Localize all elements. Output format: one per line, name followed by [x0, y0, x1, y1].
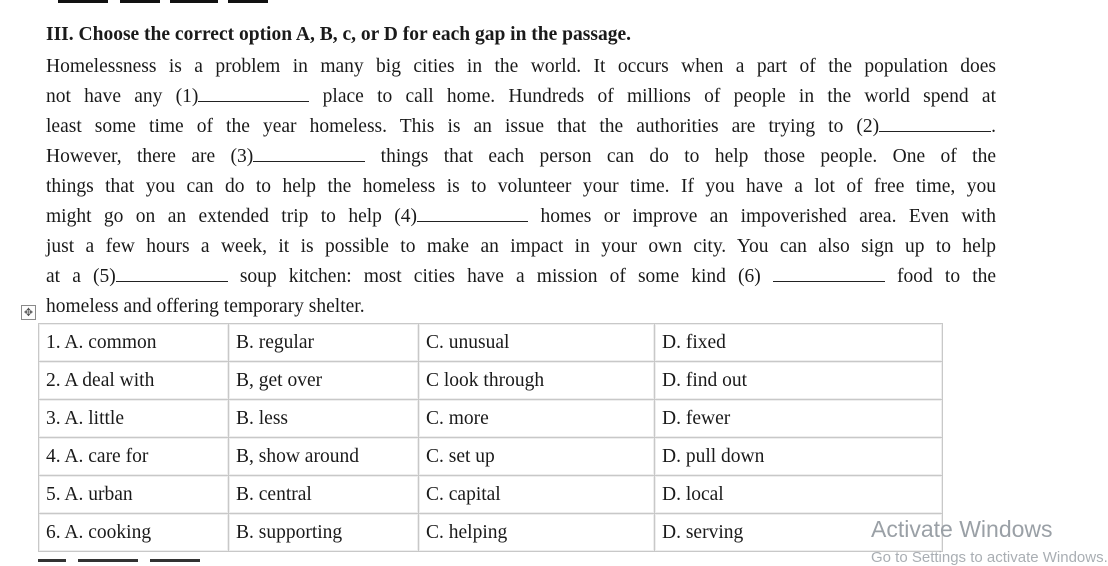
- answer-gap[interactable]: [417, 204, 528, 222]
- option-cell: B, get over: [229, 362, 419, 400]
- option-cell: D. fixed: [655, 324, 943, 362]
- option-cell: B. central: [229, 476, 419, 514]
- cropped-next-line: [38, 556, 238, 562]
- option-cell: C. capital: [419, 476, 655, 514]
- option-cell: 1. A. common: [39, 324, 229, 362]
- passage-line: [46, 292, 996, 322]
- cropped-previous-line: [0, 0, 1024, 6]
- answer-gap[interactable]: [879, 114, 991, 132]
- move-cross-icon[interactable]: ✥: [21, 305, 36, 320]
- options-row: [39, 438, 943, 476]
- options-table: [38, 323, 943, 552]
- activate-windows-subtext: Go to Settings to activate Windows.: [871, 549, 1108, 566]
- passage-line: [46, 202, 996, 232]
- answer-gap[interactable]: [116, 264, 228, 282]
- option-cell: C. unusual: [419, 324, 655, 362]
- options-row: [39, 514, 943, 552]
- option-cell: B. less: [229, 400, 419, 438]
- passage-line: [46, 142, 996, 172]
- option-cell: C. set up: [419, 438, 655, 476]
- option-cell: C. helping: [419, 514, 655, 552]
- passage-line: [46, 82, 996, 112]
- answer-gap[interactable]: [253, 144, 365, 162]
- option-cell: B, show around: [229, 438, 419, 476]
- options-row: [39, 362, 943, 400]
- options-row: [39, 476, 943, 514]
- passage-text-segment: .: [991, 116, 996, 137]
- exercise-heading: III. Choose the correct option A, B, c, or D for each gap in the passage.: [46, 24, 631, 45]
- passage-text-segment: Homelessness is a problem in many big cities in the world. It occurs when a part of the population does: [46, 56, 996, 77]
- passage-text-segment: might go on an extended trip to help (4): [46, 206, 418, 227]
- option-cell: 2. A deal with: [39, 362, 229, 400]
- option-cell: D. fewer: [655, 400, 943, 438]
- passage-text-segment: food to the: [884, 266, 997, 287]
- option-cell: 6. A. cooking: [39, 514, 229, 552]
- passage-text-segment: However, there are (3): [46, 146, 254, 167]
- option-cell: D. pull down: [655, 438, 943, 476]
- option-cell: C look through: [419, 362, 655, 400]
- option-cell: B. supporting: [229, 514, 419, 552]
- passage-text-segment: homeless and offering temporary shelter.: [46, 296, 365, 317]
- passage-text-segment: things that each person can do to help those people. One of the: [365, 146, 996, 167]
- option-cell: D. serving: [655, 514, 943, 552]
- passage-line: [46, 172, 996, 202]
- passage-line: [46, 232, 996, 262]
- passage-text-segment: things that you can do to help the homeless is to volunteer your time. If you have a lot of free time, you: [46, 176, 996, 197]
- passage-text-segment: least some time of the year homeless. This is an issue that the authorities are trying to (2): [46, 116, 880, 137]
- passage-line: [46, 262, 996, 292]
- passage-text-segment: homes or improve an impoverished area. Even with: [528, 206, 996, 227]
- options-row: [39, 400, 943, 438]
- passage-text-segment: soup kitchen: most cities have a mission of some kind (6): [227, 266, 773, 287]
- answer-gap[interactable]: [198, 84, 309, 102]
- answer-gap[interactable]: [773, 264, 885, 282]
- passage-text: [46, 52, 996, 322]
- option-cell: 5. A. urban: [39, 476, 229, 514]
- passage-line: [46, 52, 996, 82]
- passage-text-segment: just a few hours a week, it is possible to make an impact in your own city. You can also sign up to help: [46, 236, 996, 257]
- passage-text-segment: place to call home. Hundreds of millions of people in the world spend at: [309, 86, 997, 107]
- option-cell: D. find out: [655, 362, 943, 400]
- option-cell: 4. A. care for: [39, 438, 229, 476]
- passage-line: [46, 112, 996, 142]
- option-cell: B. regular: [229, 324, 419, 362]
- option-cell: 3. A. little: [39, 400, 229, 438]
- activate-windows-watermark: Activate Windows: [871, 516, 1053, 542]
- passage-text-segment: at a (5): [46, 266, 116, 287]
- option-cell: C. more: [419, 400, 655, 438]
- option-cell: D. local: [655, 476, 943, 514]
- options-row: [39, 324, 943, 362]
- passage-text-segment: not have any (1): [46, 86, 199, 107]
